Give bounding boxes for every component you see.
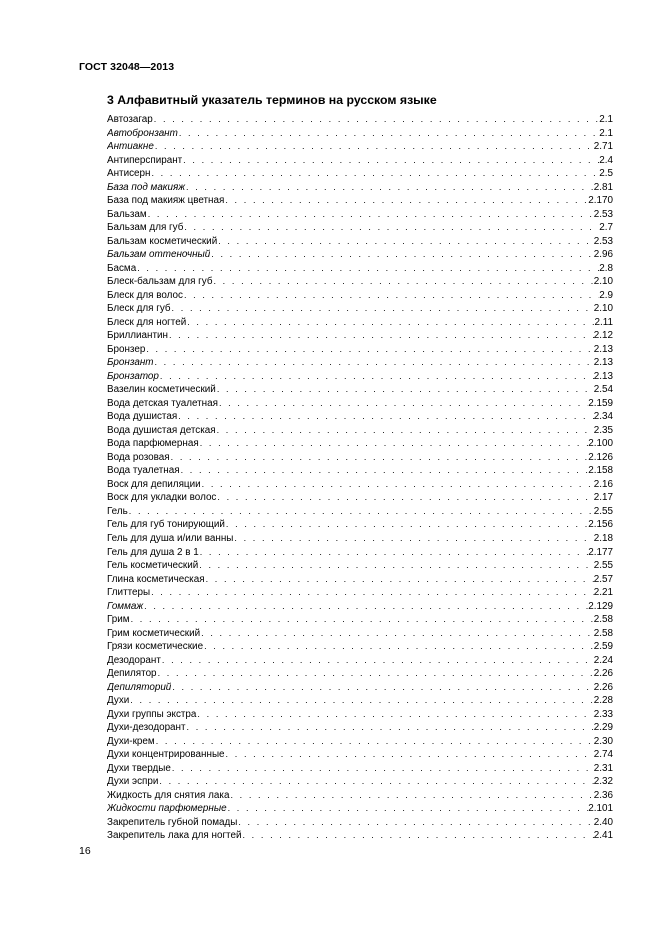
index-entry (107, 154, 613, 168)
index-entry (107, 410, 613, 424)
index-reference: 2.159 (588, 397, 613, 409)
index-term: Вода душистая детская (107, 424, 216, 436)
index-reference: 2.81 (593, 181, 613, 193)
index-entry (107, 491, 613, 505)
dot-leader (216, 424, 594, 438)
index-reference: 2.5 (599, 168, 613, 180)
dot-leader (155, 735, 594, 749)
index-term: Духи твердые (107, 762, 171, 774)
index-term: Басма (107, 262, 137, 274)
index-reference: 2.71 (593, 141, 613, 153)
dot-leader (170, 451, 589, 465)
dot-leader (154, 140, 594, 154)
index-reference: 2.18 (593, 532, 613, 544)
index-reference: 2.40 (593, 816, 613, 828)
index-term: Автобронзант (107, 127, 178, 139)
index-entry (107, 302, 613, 316)
dot-leader (147, 208, 594, 222)
index-entry (107, 816, 613, 830)
index-term: Гель для душа 2 в 1 (107, 546, 199, 558)
dot-leader (229, 789, 593, 803)
index-entry (107, 383, 613, 397)
index-term: Духи группы экстра (107, 708, 197, 720)
index-entry (107, 708, 613, 722)
dot-leader (203, 640, 594, 654)
index-reference: 2.126 (588, 451, 613, 463)
index-reference: 2.34 (593, 411, 613, 423)
index-term: Антисерн (107, 168, 151, 180)
index-entry (107, 275, 613, 289)
index-reference: 2.101 (588, 803, 613, 815)
index-entry (107, 802, 613, 816)
index-reference: 2.59 (593, 641, 613, 653)
index-reference: 2.32 (593, 776, 613, 788)
index-entry (107, 559, 613, 573)
index-term: Грим косметический (107, 627, 201, 639)
index-reference: 2.33 (593, 708, 613, 720)
index-entry (107, 667, 613, 681)
index-term: Гель (107, 505, 128, 517)
dot-leader (225, 518, 588, 532)
index-term: Духи-крем (107, 735, 155, 747)
dot-leader (196, 708, 593, 722)
dot-leader (178, 127, 599, 141)
page-number: 16 (79, 845, 91, 857)
index-reference: 2.13 (593, 343, 613, 355)
index-term: База под макияж (107, 181, 186, 193)
index-reference: 2.35 (593, 424, 613, 436)
index-entry (107, 775, 613, 789)
index-entry (107, 694, 613, 708)
dot-leader (153, 356, 593, 370)
index-term: База под макияж цветная (107, 195, 225, 207)
index-entry (107, 600, 613, 614)
index-term: Депиляторий (107, 681, 172, 693)
index-term: Грим (107, 614, 130, 626)
dot-leader (183, 221, 599, 235)
index-reference: 2.10 (593, 276, 613, 288)
index-term: Гоммаж (107, 600, 144, 612)
index-entry (107, 343, 613, 357)
index-entry (107, 586, 613, 600)
dot-leader (199, 546, 589, 560)
index-term: Депилятор (107, 668, 157, 680)
dot-leader (210, 248, 593, 262)
index-entry (107, 181, 613, 195)
index-entry (107, 356, 613, 370)
index-term: Бриллиантин (107, 330, 168, 342)
index-entry (107, 546, 613, 560)
dot-leader (129, 694, 593, 708)
index-entry (107, 208, 613, 222)
index-entry (107, 735, 613, 749)
index-term: Антиперспирант (107, 154, 183, 166)
index-reference: 2.58 (593, 614, 613, 626)
index-entry (107, 451, 613, 465)
index-term: Бронзант (107, 357, 154, 369)
dot-leader (212, 275, 593, 289)
term-index-list (107, 113, 613, 843)
index-entry (107, 370, 613, 384)
index-term: Жидкости парфюмерные (107, 803, 227, 815)
index-reference: 2.58 (593, 627, 613, 639)
dot-leader (168, 329, 594, 343)
index-reference: 2.16 (593, 478, 613, 490)
dot-leader (143, 600, 588, 614)
index-term: Духи (107, 695, 130, 707)
dot-leader (171, 681, 593, 695)
dot-leader (161, 654, 594, 668)
index-entry (107, 573, 613, 587)
index-reference: 2.57 (593, 573, 613, 585)
index-reference: 2.129 (588, 600, 613, 612)
index-entry (107, 262, 613, 276)
index-term: Воск для укладки волос (107, 492, 217, 504)
index-reference: 2.29 (593, 722, 613, 734)
index-term: Вода парфюмерная (107, 438, 199, 450)
dot-leader (186, 721, 594, 735)
index-entry (107, 289, 613, 303)
index-entry (107, 721, 613, 735)
index-term: Вода туалетная (107, 465, 180, 477)
index-term: Духи эспри (107, 776, 159, 788)
index-reference: 2.1 (599, 127, 613, 139)
index-term: Бальзам для губ (107, 222, 184, 234)
index-term: Воск для депиляции (107, 478, 201, 490)
index-entry (107, 248, 613, 262)
index-term: Блеск для ногтей (107, 316, 187, 328)
dot-leader (200, 627, 594, 641)
index-entry (107, 316, 613, 330)
index-term: Закрепитель лака для ногтей (107, 830, 242, 842)
index-reference: 2.4 (599, 154, 613, 166)
index-reference: 2.55 (593, 505, 613, 517)
index-entry (107, 627, 613, 641)
dot-leader (153, 113, 599, 127)
dot-leader (183, 289, 599, 303)
index-entry (107, 424, 613, 438)
dot-leader (171, 762, 594, 776)
dot-leader (186, 316, 594, 330)
index-term: Вода душистая (107, 411, 178, 423)
index-reference: 2.1 (599, 114, 613, 125)
index-entry (107, 329, 613, 343)
index-reference: 2.26 (593, 681, 613, 693)
dot-leader (136, 262, 599, 276)
index-entry (107, 654, 613, 668)
index-term: Гель для душа и/или ванны (107, 532, 234, 544)
index-entry (107, 681, 613, 695)
index-term: Жидкость для снятия лака (107, 789, 230, 801)
index-term: Духи концентрированные (107, 749, 225, 761)
index-entry (107, 613, 613, 627)
index-entry (107, 235, 613, 249)
dot-leader (237, 816, 593, 830)
dot-leader (227, 802, 589, 816)
index-reference: 2.7 (599, 222, 613, 234)
dot-leader (218, 397, 588, 411)
index-term: Гель для губ тонирующий (107, 519, 225, 531)
index-reference: 2.36 (593, 789, 613, 801)
index-term: Закрепитель губной помады (107, 816, 238, 828)
index-reference: 2.177 (588, 546, 613, 558)
index-reference: 2.13 (593, 370, 613, 382)
index-reference: 2.170 (588, 195, 613, 207)
dot-leader (157, 667, 594, 681)
index-reference: 2.74 (593, 749, 613, 761)
index-term: Вода розовая (107, 451, 170, 463)
index-term: Бронзатор (107, 370, 159, 382)
index-reference: 2.17 (593, 492, 613, 504)
index-reference: 2.11 (594, 316, 613, 328)
dot-leader (150, 167, 599, 181)
dot-leader (241, 829, 593, 843)
index-reference: 2.13 (593, 357, 613, 369)
index-reference: 2.96 (593, 249, 613, 261)
dot-leader (216, 383, 594, 397)
dot-leader (185, 181, 594, 195)
index-reference: 2.21 (593, 587, 613, 599)
dot-leader (150, 586, 594, 600)
dot-leader (224, 194, 588, 208)
index-term: Бронзер (107, 343, 146, 355)
index-entry (107, 748, 613, 762)
index-term: Вазелин косметический (107, 384, 216, 396)
index-term: Глиттеры (107, 587, 151, 599)
dot-leader (201, 478, 594, 492)
index-reference: 2.53 (593, 235, 613, 247)
index-entry (107, 505, 613, 519)
index-reference: 2.158 (588, 465, 613, 477)
dot-leader (180, 464, 589, 478)
index-reference: 2.31 (593, 762, 613, 774)
index-reference: 2.26 (593, 668, 613, 680)
standard-header: ГОСТ 32048—2013 (79, 61, 175, 73)
index-entry (107, 221, 613, 235)
index-term: Блеск для волос (107, 289, 183, 301)
index-entry (107, 518, 613, 532)
index-entry (107, 789, 613, 803)
index-entry (107, 113, 613, 127)
index-entry (107, 829, 613, 843)
dot-leader (216, 491, 593, 505)
index-reference: 2.8 (599, 262, 613, 274)
index-entry (107, 140, 613, 154)
index-reference: 2.55 (593, 560, 613, 572)
index-term: Блеск для губ (107, 303, 171, 315)
dot-leader (171, 302, 594, 316)
dot-leader (217, 235, 594, 249)
index-reference: 2.30 (593, 735, 613, 747)
index-term: Бальзам оттеночный (107, 249, 211, 261)
index-term: Бальзам (107, 208, 147, 220)
index-term: Антиакне (107, 141, 154, 153)
dot-leader (233, 532, 593, 546)
index-entry (107, 640, 613, 654)
section-title: 3 Алфавитный указатель терминов на русском языке (107, 93, 437, 107)
dot-leader (182, 154, 599, 168)
dot-leader (158, 775, 593, 789)
index-reference: 2.54 (593, 384, 613, 396)
index-reference: 2.12 (593, 330, 613, 342)
index-entry (107, 437, 613, 451)
index-entry (107, 532, 613, 546)
dot-leader (177, 410, 594, 424)
dot-leader (145, 343, 593, 357)
dot-leader (198, 559, 593, 573)
dot-leader (225, 748, 594, 762)
index-reference: 2.100 (588, 438, 613, 450)
dot-leader (159, 370, 594, 384)
index-entry (107, 167, 613, 181)
index-term: Автозагар (107, 114, 153, 125)
dot-leader (205, 573, 594, 587)
index-reference: 2.156 (588, 519, 613, 531)
index-entry (107, 397, 613, 411)
index-entry (107, 762, 613, 776)
index-reference: 2.9 (599, 289, 613, 301)
index-reference: 2.28 (593, 695, 613, 707)
dot-leader (130, 613, 594, 627)
dot-leader (199, 437, 589, 451)
index-reference: 2.10 (593, 303, 613, 315)
index-reference: 2.24 (593, 654, 613, 666)
index-term: Бальзам косметический (107, 235, 218, 247)
index-entry (107, 478, 613, 492)
index-entry (107, 194, 613, 208)
index-reference: 2.41 (593, 830, 613, 842)
index-term: Дезодорант (107, 654, 161, 666)
index-term: Грязи косметические (107, 641, 204, 653)
index-term: Духи-дезодорант (107, 722, 186, 734)
index-term: Гель косметический (107, 560, 199, 572)
index-reference: 2.53 (593, 208, 613, 220)
index-entry (107, 464, 613, 478)
dot-leader (128, 505, 594, 519)
index-term: Вода детская туалетная (107, 397, 218, 409)
index-term: Блеск-бальзам для губ (107, 276, 213, 288)
index-term: Глина косметическая (107, 573, 205, 585)
index-entry (107, 127, 613, 141)
